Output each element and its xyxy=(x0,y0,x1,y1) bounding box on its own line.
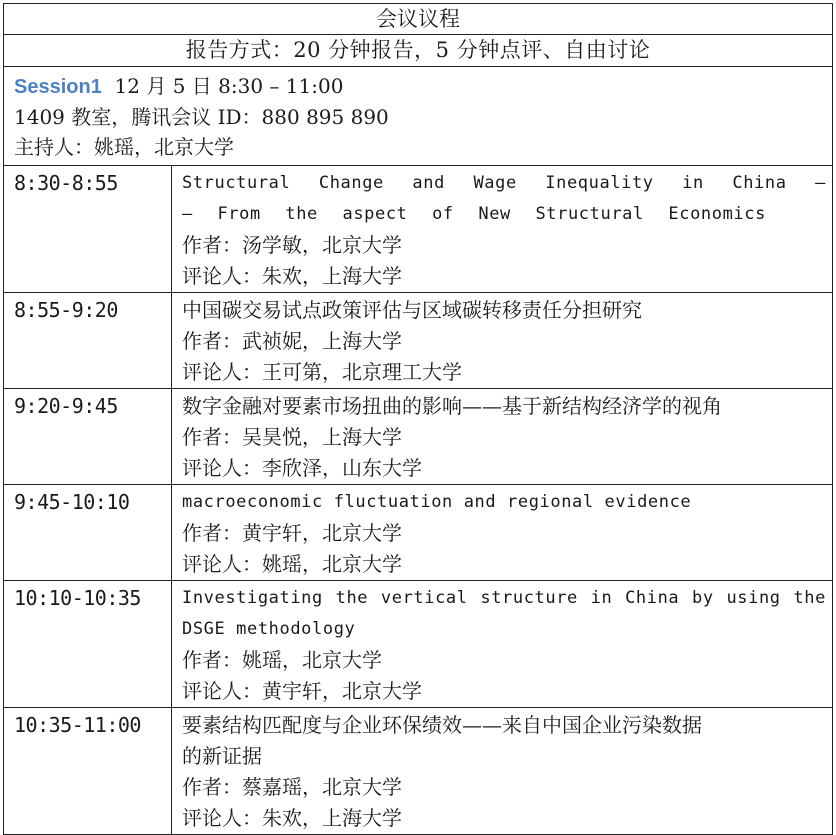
talk-time: 9:20-9:45 xyxy=(4,389,172,485)
talk-title: 中国碳交易试点政策评估与区域碳转移责任分担研究 xyxy=(182,298,642,322)
session-datetime: 12 月 5 日 8:30 – 11:00 xyxy=(114,74,344,98)
talk-details xyxy=(172,485,833,581)
talk-author: 作者：汤学敏，北京大学 xyxy=(182,233,402,257)
talk-discussant: 评论人：黄宇轩，北京大学 xyxy=(182,679,422,703)
talk-author: 作者：姚瑶，北京大学 xyxy=(182,648,382,672)
title-word: the xyxy=(793,588,826,608)
format-row xyxy=(4,35,833,67)
title-word: Wage xyxy=(473,173,517,193)
talk-details xyxy=(172,581,833,708)
talk-details xyxy=(172,708,833,835)
title-word: Structural xyxy=(182,173,291,193)
title-word: — xyxy=(815,173,826,193)
title-word: New xyxy=(478,204,511,224)
title-word: China xyxy=(732,173,787,193)
talk-author: 作者：吴昊悦，上海大学 xyxy=(182,425,402,449)
talk-title-line xyxy=(182,199,826,230)
talk-time: 9:45-10:10 xyxy=(4,485,172,581)
talk-title: 数字金融对要素市场扭曲的影响——基于新结构经济学的视角 xyxy=(182,394,722,418)
agenda-table xyxy=(3,3,833,835)
talk-time: 8:55-9:20 xyxy=(4,293,172,389)
title-word: in xyxy=(682,173,704,193)
title-word: — xyxy=(182,204,193,224)
talk-discussant: 评论人：王可第，北京理工大学 xyxy=(182,360,462,384)
title-word: by xyxy=(692,588,714,608)
talk-discussant: 评论人：李欣泽，山东大学 xyxy=(182,456,422,480)
talk-title-line: 要素结构匹配度与企业环保绩效——来自中国企业污染数据 xyxy=(182,713,702,737)
title-word: From xyxy=(217,204,261,224)
talk-row xyxy=(4,166,833,293)
talk-row xyxy=(4,293,833,389)
title-word: the xyxy=(335,588,369,608)
talk-row xyxy=(4,485,833,581)
agenda-title: 会议议程 xyxy=(4,4,833,35)
session-name: Session1 xyxy=(14,76,102,98)
title-word: aspect xyxy=(342,204,408,224)
title-word: Structural xyxy=(535,204,644,224)
title-word: Economics xyxy=(668,204,766,224)
talk-author: 作者：武祯妮，上海大学 xyxy=(182,329,402,353)
title-word: Investigating xyxy=(182,588,323,608)
talk-title-line: DSGE methodology xyxy=(182,619,356,639)
talk-discussant: 评论人：姚瑶，北京大学 xyxy=(182,552,402,576)
talk-discussant: 评论人：朱欢，上海大学 xyxy=(182,806,402,830)
talk-time: 10:35-11:00 xyxy=(4,708,172,835)
talk-title-line xyxy=(182,168,826,199)
talk-details xyxy=(172,166,833,293)
title-word: in xyxy=(590,588,613,608)
title-word: of xyxy=(432,204,454,224)
talk-title: macroeconomic fluctuation and regional evidence xyxy=(182,492,692,512)
title-word: China xyxy=(625,588,680,608)
title-word: Inequality xyxy=(545,173,654,193)
title-word: Change xyxy=(318,173,384,193)
talk-row xyxy=(4,581,833,708)
talk-title-line: 的新证据 xyxy=(182,744,262,768)
session-row xyxy=(4,67,833,166)
title-word: and xyxy=(412,173,445,193)
talk-details xyxy=(172,293,833,389)
talk-time: 10:10-10:35 xyxy=(4,581,172,708)
session-host: 主持人：姚瑶，北京大学 xyxy=(14,135,234,159)
talk-details xyxy=(172,389,833,485)
report-format: 报告方式：20 分钟报告，5 分钟点评、自由讨论 xyxy=(4,35,833,67)
talk-title-line xyxy=(182,583,826,614)
session-info xyxy=(4,67,833,166)
session-heading xyxy=(14,71,832,102)
session-venue: 1409 教室，腾讯会议 ID：880 895 890 xyxy=(14,105,389,129)
title-word: the xyxy=(285,204,318,224)
title-word: vertical xyxy=(380,588,468,608)
talk-row xyxy=(4,389,833,485)
title-word: using xyxy=(726,588,781,608)
talk-discussant: 评论人：朱欢，上海大学 xyxy=(182,264,402,288)
talk-time: 8:30-8:55 xyxy=(4,166,172,293)
talk-author: 作者：黄宇轩，北京大学 xyxy=(182,521,402,545)
title-row xyxy=(4,4,833,35)
talk-author: 作者：蔡嘉瑶，北京大学 xyxy=(182,775,402,799)
talk-row xyxy=(4,708,833,835)
title-word: structure xyxy=(480,588,578,608)
